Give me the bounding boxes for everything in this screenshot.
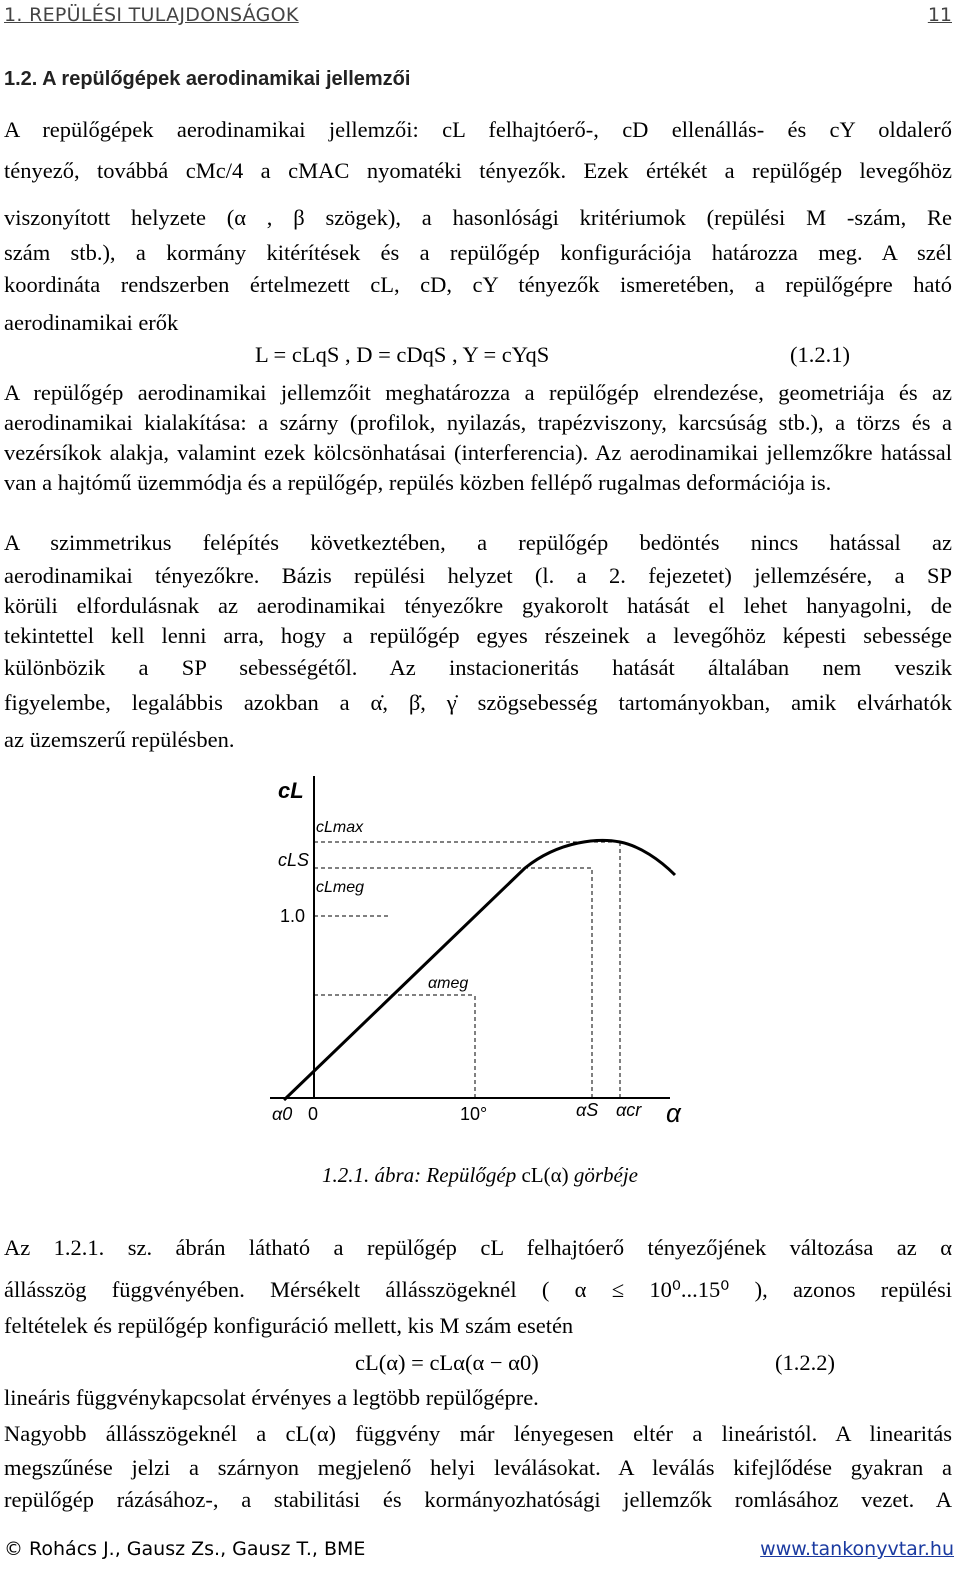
- footer-copyright: © Rohács J., Gausz Zs., Gausz T., BME: [4, 1538, 366, 1560]
- text-line: megszűnése jelzi a szárnyon megjelenő helyi leválásokat. A leválás kifejlődése gyakran a: [4, 1455, 952, 1480]
- text-line: A szimmetrikus felépítés következtében, a repülőgép bedöntés nincs hatással az: [4, 530, 952, 555]
- page-number: 11: [927, 4, 952, 26]
- text-line: A repülőgépek aerodinamikai jellemzői: cL felhajtóerő-, cD ellenállás- és cY oldalerő: [4, 117, 952, 142]
- footer-link[interactable]: www.tankonyvtar.hu: [760, 1538, 954, 1560]
- text-line: viszonyított helyzete (α , β szögek), a hasonlósági kritériumok (repülési M -szám, Re: [4, 205, 952, 230]
- label-cl-s: cLS: [278, 850, 310, 870]
- equation-1: L = cLqS , D = cDqS , Y = cYqS: [255, 342, 550, 367]
- page-footer: [4, 1538, 954, 1560]
- text-line: tényező, továbbá cMc/4 a cMAC nyomatéki tényezők. Ezek értékét a repülőgép levegőhöz: [4, 158, 952, 183]
- label-one: 1.0: [280, 906, 306, 926]
- text-line: állásszög függvényében. Mérsékelt állásszögeknél ( α ≤ 10⁰...15⁰ ), azonos repülési: [4, 1277, 952, 1302]
- text-line: Az 1.2.1. sz. ábrán látható a repülőgép cL felhajtóerő tényezőjének változása az α: [4, 1235, 952, 1260]
- text-line: Nagyobb állásszögeknél a cL(α) függvény már lényegesen eltér a lineáristól. A linearitás: [4, 1421, 952, 1446]
- equation-2-number: (1.2.2): [775, 1350, 835, 1375]
- label-alpha-cr: αcr: [616, 1100, 642, 1120]
- equation-2: cL(α) = cLα(α − α0): [355, 1350, 539, 1375]
- label-alpha-s: αS: [576, 1100, 599, 1120]
- chapter-title: 1. REPÜLÉSI TULAJDONSÁGOK: [4, 4, 299, 26]
- caption-expr: cL(α): [521, 1163, 569, 1187]
- text-line: körüli elfordulásnak az aerodinamikai tényezőkre gyakorolt hatását el lehet hanyagolni, de: [4, 593, 952, 618]
- text-line: feltételek és repülőgép konfiguráció mellett, kis M szám esetén: [4, 1313, 574, 1338]
- text-line: szám stb.), a kormány kitérítések és a repülőgép konfigurációja határozza meg. A szél: [4, 240, 952, 265]
- text-line: repülőgép rázásához-, a stabilitási és kormányozhatósági jellemzők romlásához vezet. A: [4, 1487, 952, 1512]
- caption-prefix: 1.2.1. ábra: Repülőgép: [321, 1163, 522, 1187]
- page-header: [4, 4, 952, 30]
- label-cl-meg: cLmeg: [316, 879, 365, 896]
- y-axis-label: cL: [278, 778, 304, 803]
- label-cl-max: cLmax: [316, 819, 364, 836]
- figure-caption: [0, 1163, 960, 1188]
- text-line: lineáris függvénykapcsolat érvényes a legtöbb repülőgépre.: [4, 1385, 539, 1410]
- paragraph-2: A repülőgép aerodinamikai jellemzőit meghatározza a repülőgép elrendezése, geometriája és az aerodinamikai kialakítása: a szárny (profilok, nyilazás, trapézviszony, karcsúság stb.), a törzs és a vezérsíkok alakja, valamint ezek kölcsönhatásai (interferencia). Az aerodinamikai jellemzőkre hatással van a hajtómű üzemmódja és a repülőgép, repülés közben fellépő rugalmas deformációja is.: [4, 380, 952, 495]
- lift-curve-figure: [270, 770, 700, 1135]
- text-line: aerodinamikai tényezőkre. Bázis repülési helyzet (l. a 2. fejezetet) jellemzésére, a SP: [4, 563, 952, 588]
- section-title: 1.2. A repülőgépek aerodinamikai jellemzői: [4, 68, 411, 90]
- caption-suffix: görbéje: [568, 1163, 639, 1187]
- text-line: figyelembe, legalábbis azokban a α̇, β̇, γ̇ szögsebesség tartományokban, amik elvárhatók: [4, 690, 952, 715]
- text-line: az üzemszerű repülésben.: [4, 727, 235, 752]
- text-line: tekintettel kell lenni arra, hogy a repülőgép egyes részeinek a levegőhöz képesti sebessége: [4, 623, 952, 648]
- text-line: aerodinamikai erők: [4, 310, 179, 335]
- text-line: különbözik a SP sebességétől. Az instacioneritás hatását általában nem veszik: [4, 655, 952, 680]
- label-zero: 0: [308, 1104, 319, 1124]
- label-alpha0: α0: [272, 1104, 293, 1124]
- label-alpha-meg: αmeg: [428, 975, 469, 992]
- equation-1-number: (1.2.1): [790, 342, 850, 367]
- label-alpha: α: [666, 1098, 681, 1128]
- label-ten-deg: 10°: [460, 1104, 488, 1124]
- text-line: koordináta rendszerben értelmezett cL, cD, cY tényezők ismeretében, a repülőgépre ható: [4, 272, 952, 297]
